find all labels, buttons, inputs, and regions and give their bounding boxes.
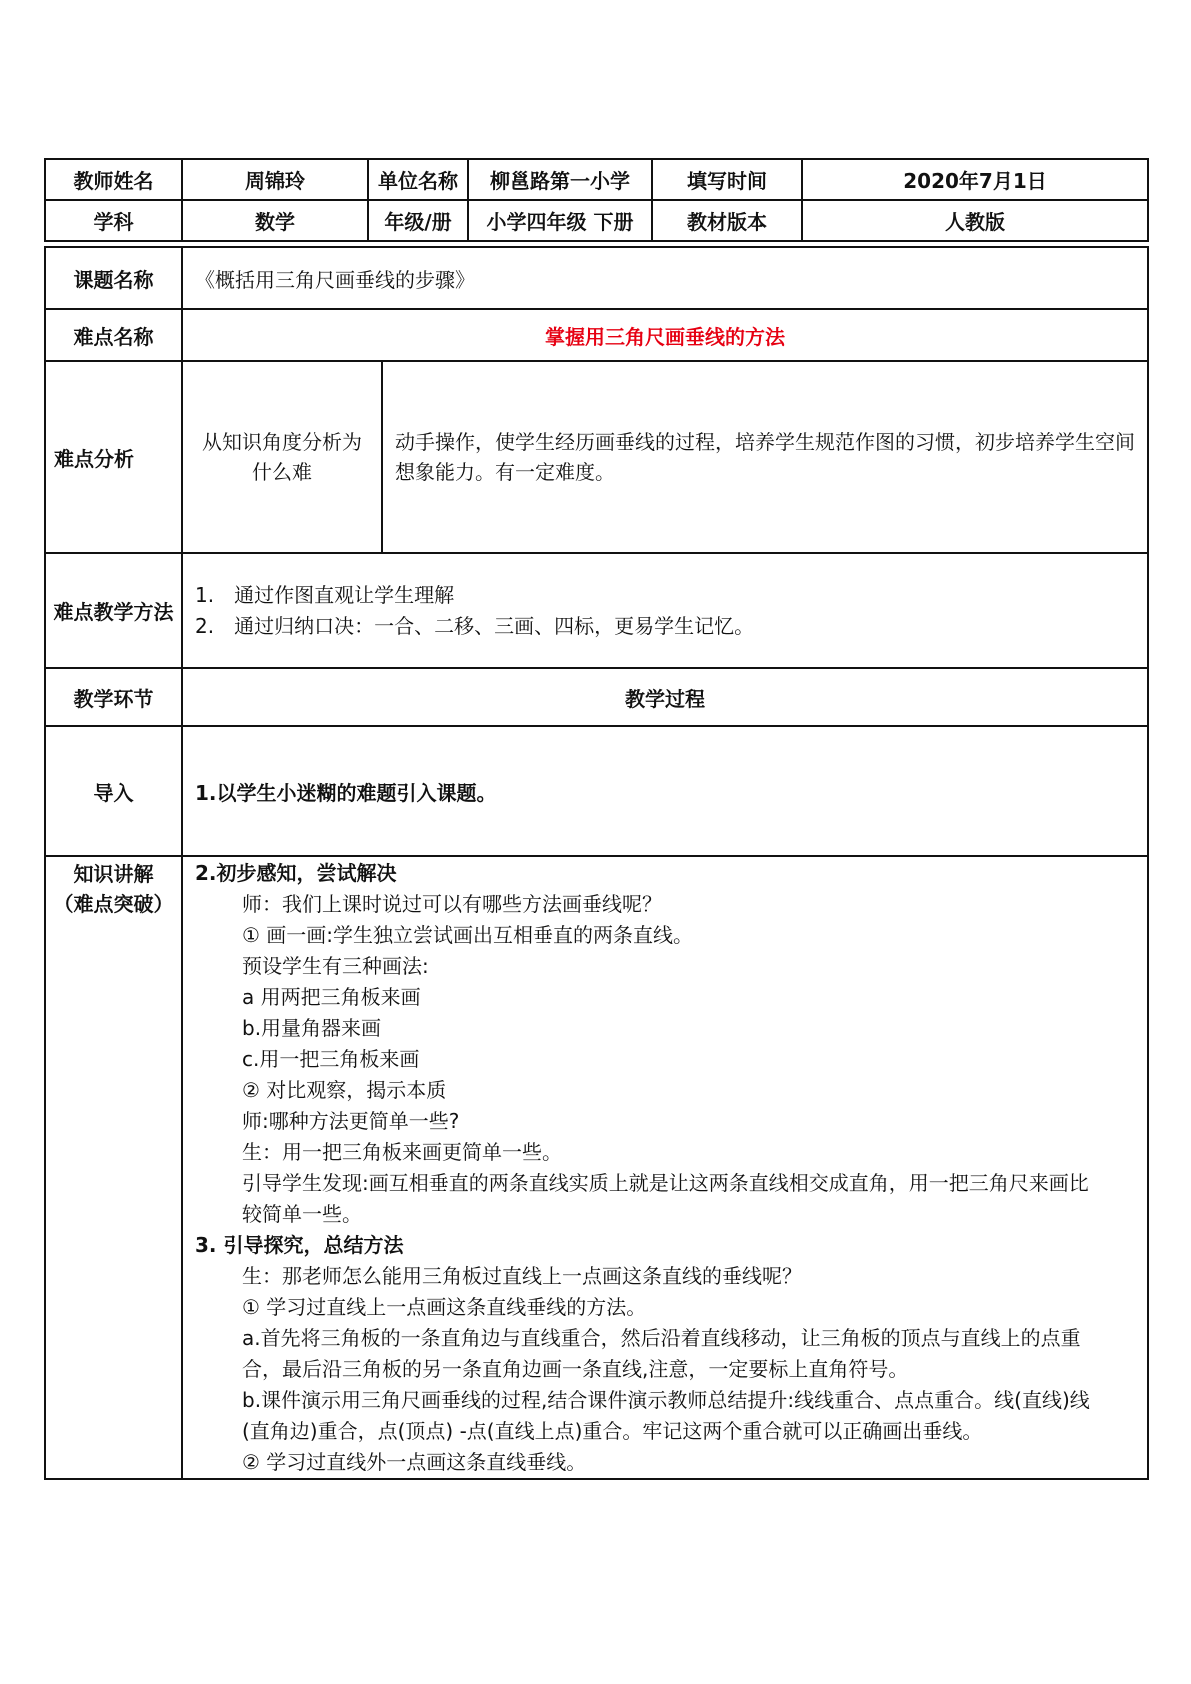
- knowledge-line: 较简单一些。: [242, 1202, 362, 1226]
- difficulty-row: [45, 309, 1148, 361]
- knowledge-line: 师:哪种方法更简单一些?: [242, 1109, 460, 1133]
- knowledge-line: 师：我们上课时说过可以有哪些方法画垂线呢？: [242, 892, 662, 916]
- unit-name-label: 单位名称: [368, 159, 468, 200]
- knowledge-row: [45, 856, 1148, 1479]
- method-row: [45, 553, 1148, 668]
- teacher-name-label: 教师姓名: [45, 159, 182, 200]
- header-row-2: [45, 200, 1148, 241]
- header-row-1: [45, 159, 1148, 200]
- topic-row: [45, 247, 1148, 309]
- method-item: 2. 通过归纳口决：一合、二移、三画、四标，更易学生记忆。: [195, 613, 755, 638]
- knowledge-label: [45, 856, 182, 1479]
- subject-label: 学科: [45, 200, 182, 241]
- process-header-row: [45, 668, 1148, 726]
- analysis-label: 难点分析: [45, 361, 182, 553]
- knowledge-content: [182, 856, 1148, 1479]
- intro-label: 导入: [45, 726, 182, 856]
- fill-date-label: 填写时间: [652, 159, 802, 200]
- knowledge-line: 生：那老师怎么能用三角板过直线上一点画这条直线的垂线呢？: [242, 1264, 802, 1288]
- analysis-row: [45, 361, 1148, 553]
- knowledge-line: a 用两把三角板来画: [242, 985, 421, 1009]
- difficulty-label: 难点名称: [45, 309, 182, 361]
- topic-label: 课题名称: [45, 247, 182, 309]
- fill-date-value: 2020年7月1日: [802, 159, 1148, 200]
- knowledge-line: 预设学生有三种画法:: [242, 954, 429, 978]
- subject-value: 数学: [182, 200, 368, 241]
- textbook-version-value: 人教版: [802, 200, 1148, 241]
- difficulty-value: 掌握用三角尺画垂线的方法: [182, 309, 1148, 361]
- knowledge-line: (直角边)重合，点(顶点) -点(直线上点)重合。牢记这两个重合就可以正确画出垂线。: [242, 1419, 983, 1443]
- knowledge-label-line1: 知识讲解: [73, 862, 154, 886]
- knowledge-label-line2: （难点突破）: [53, 892, 174, 916]
- knowledge-heading-2: 3. 引导探究，总结方法: [195, 1233, 404, 1257]
- knowledge-line: c.用一把三角板来画: [242, 1047, 420, 1071]
- process-header-value: 教学过程: [182, 668, 1148, 726]
- analysis-content: 动手操作，使学生经历画垂线的过程，培养学生规范作图的习惯，初步培养学生空间想象能力。有一定难度。: [382, 361, 1148, 553]
- grade-value: 小学四年级 下册: [468, 200, 652, 241]
- knowledge-heading-1: 2.初步感知，尝试解决: [195, 861, 397, 885]
- knowledge-line: 生：用一把三角板来画更简单一些。: [242, 1140, 562, 1164]
- knowledge-line: ① 学习过直线上一点画这条直线垂线的方法。: [242, 1295, 647, 1319]
- header-table: [44, 158, 1149, 242]
- knowledge-line: ① 画一画:学生独立尝试画出互相垂直的两条直线。: [242, 923, 694, 947]
- analysis-sub-label: 从知识角度分析为什么难: [182, 361, 382, 553]
- textbook-version-label: 教材版本: [652, 200, 802, 241]
- knowledge-line: 引导学生发现:画互相垂直的两条直线实质上就是让这两条直线相交成直角，用一把三角尺来画比: [242, 1171, 1089, 1195]
- method-label: 难点教学方法: [45, 553, 182, 668]
- process-section-label: 教学环节: [45, 668, 182, 726]
- knowledge-line: ② 学习过直线外一点画这条直线垂线。: [242, 1450, 587, 1474]
- teacher-name-value: 周锦玲: [182, 159, 368, 200]
- knowledge-line: b.用量角器来画: [242, 1016, 382, 1040]
- knowledge-line: b.课件演示用三角尺画垂线的过程,结合课件演示教师总结提升:线线重合、点点重合。线(直线)线: [242, 1388, 1090, 1412]
- method-list: [182, 553, 1148, 668]
- knowledge-line: a.首先将三角板的一条直角边与直线重合，然后沿着直线移动，让三角板的顶点与直线上的点重: [242, 1326, 1081, 1350]
- topic-value: 《概括用三角尺画垂线的步骤》: [182, 247, 1148, 309]
- unit-name-value: 柳邕路第一小学: [468, 159, 652, 200]
- intro-value: 1.以学生小迷糊的难题引入课题。: [182, 726, 1148, 856]
- knowledge-line: ② 对比观察，揭示本质: [242, 1078, 447, 1102]
- intro-row: [45, 726, 1148, 856]
- grade-label: 年级/册: [368, 200, 468, 241]
- body-table: [44, 246, 1149, 1480]
- knowledge-line: 合，最后沿三角板的另一条直角边画一条直线,注意，一定要标上直角符号。: [242, 1357, 909, 1381]
- method-item: 1. 通过作图直观让学生理解: [195, 582, 455, 607]
